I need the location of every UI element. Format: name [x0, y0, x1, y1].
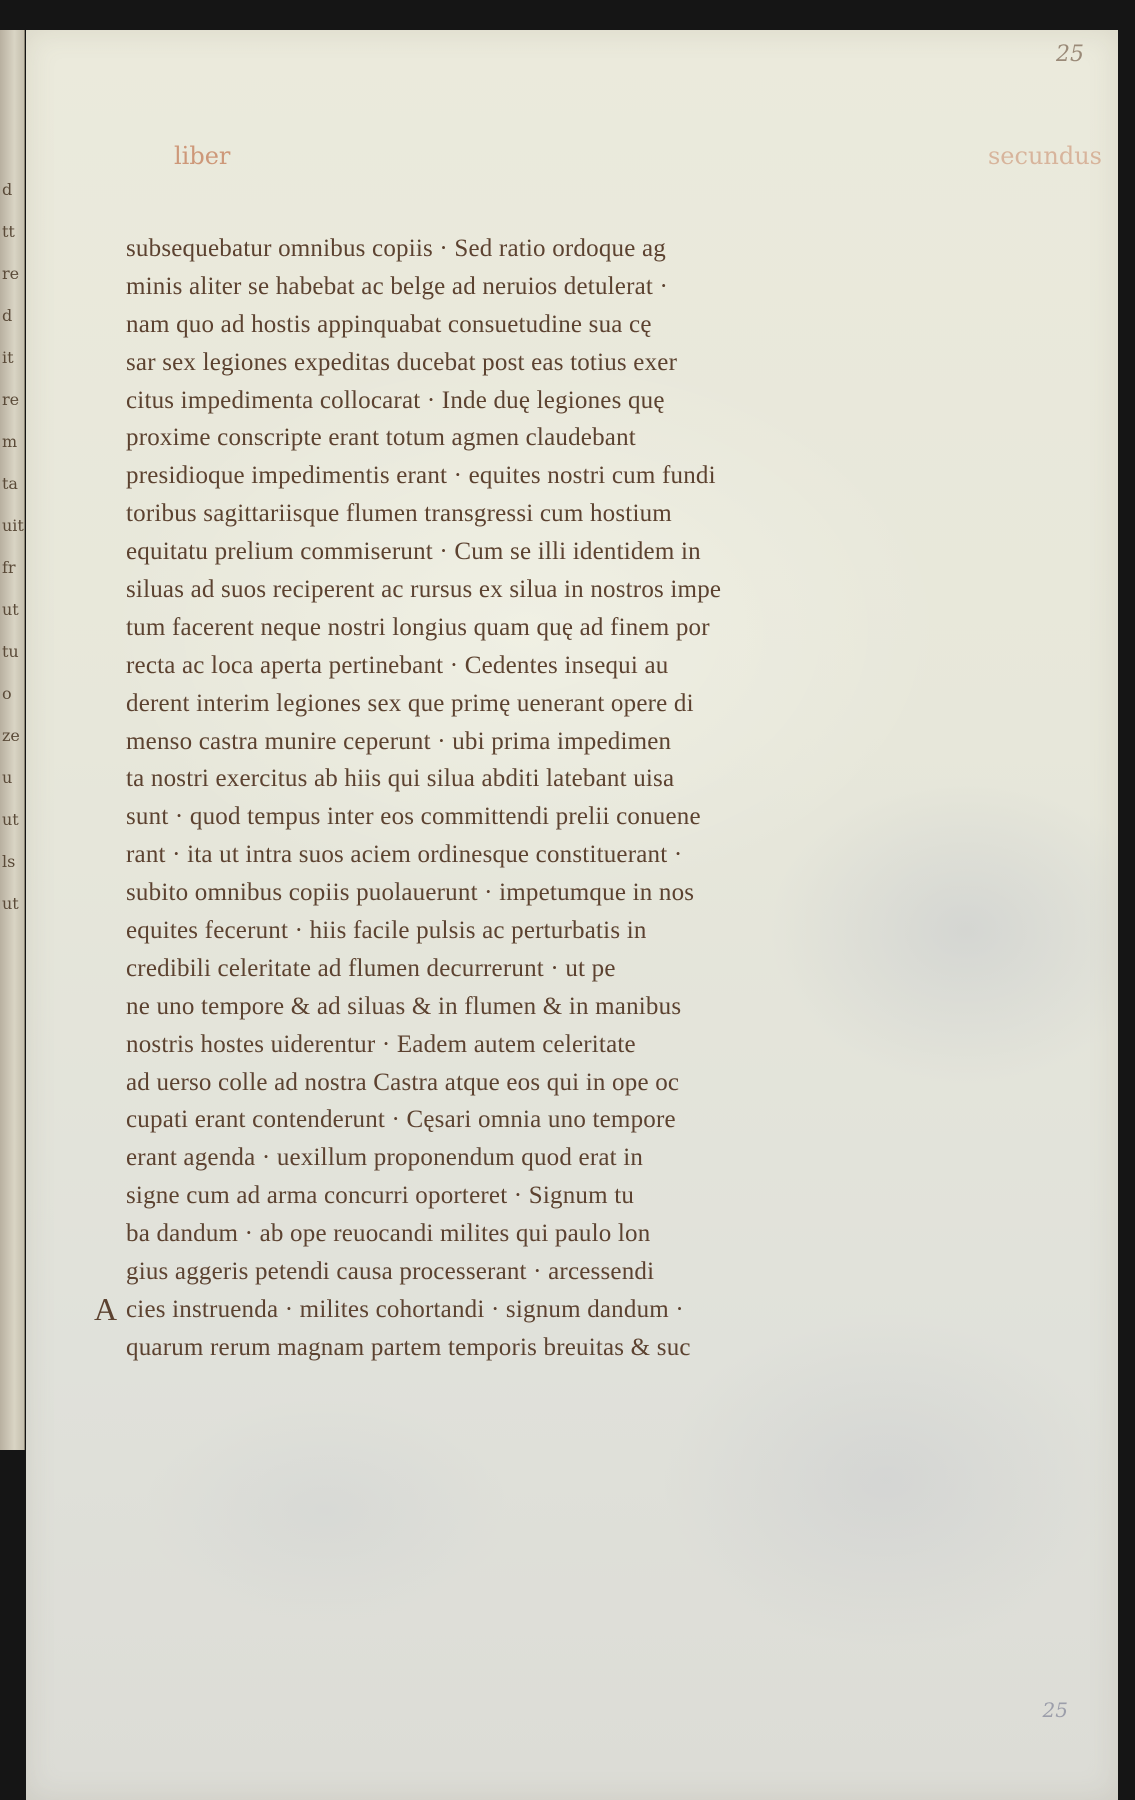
- text-line-content: ne uno tempore & ad siluas & in flumen & in manibus: [126, 992, 682, 1020]
- text-line-content: presidioque impedimentis erant · equites nostri cum fundi: [126, 462, 716, 490]
- text-line: [86, 1329, 866, 1367]
- text-line: [86, 950, 866, 988]
- previous-page-fragment: ze: [2, 726, 20, 745]
- previous-page-fragment: re: [2, 264, 20, 283]
- previous-page-fragment: fr: [2, 558, 16, 577]
- text-line-content: equites fecerunt · hiis facile pulsis ac perturbatis in: [126, 917, 647, 945]
- text-line: [86, 268, 866, 306]
- text-line: [86, 1026, 866, 1064]
- text-line-content: citus impedimenta collocarat · Inde duę legiones quę: [126, 386, 665, 414]
- text-line-content: minis aliter se habebat ac belge ad neruios detulerat ·: [126, 272, 669, 300]
- text-line-content: subito omnibus copiis puolauerunt · impetumque in nos: [126, 879, 695, 907]
- text-line: [86, 912, 866, 950]
- text-line: [86, 533, 866, 571]
- text-line-content: cies instruenda · milites cohortandi · signum dandum ·: [126, 1295, 684, 1323]
- text-line: [86, 382, 866, 420]
- text-line: [86, 874, 866, 912]
- bottom-folio-number: 25: [1042, 1698, 1068, 1722]
- text-line-content: ta nostri exercitus ab hiis qui silua abditi latebant uisa: [126, 765, 675, 793]
- text-line: [86, 685, 866, 723]
- text-line: [86, 723, 866, 761]
- previous-page-fragment: re: [2, 390, 20, 409]
- text-line: [86, 571, 866, 609]
- text-line-content: subsequebatur omnibus copiis · Sed ratio ordoque ag: [126, 235, 666, 262]
- text-line-content: sunt · quod tempus inter eos committendi prelii conuene: [126, 803, 701, 831]
- running-head-right: secundus: [987, 142, 1102, 170]
- previous-page-fragment: ut: [2, 600, 19, 619]
- folio-number: 25: [1056, 42, 1084, 67]
- text-line-content: tum facerent neque nostri longius quam quę ad finem por: [126, 613, 710, 641]
- text-line: [86, 836, 866, 874]
- text-line-content: credibili celeritate ad flumen decurrerunt · ut pe: [126, 954, 616, 982]
- previous-page-fragment: d: [2, 306, 13, 325]
- previous-page-fragment: tt: [2, 222, 15, 241]
- text-line: [86, 1139, 866, 1177]
- text-line-content: proxime conscripte erant totum agmen claudebant: [126, 424, 636, 452]
- text-line-content: ba dandum · ab ope reuocandi milites qui paulo lon: [126, 1220, 651, 1248]
- previous-page-fragment: ls: [2, 852, 16, 871]
- text-line-content: derent interim legiones sex que primę uenerant opere di: [126, 689, 694, 717]
- text-line-content: toribus sagittariisque flumen transgressi cum hostium: [126, 500, 672, 528]
- text-line-content: recta ac loca aperta pertinebant · Cedentes insequi au: [126, 651, 669, 679]
- text-line-content: nam quo ad hostis appinquabat consuetudine sua cę: [126, 310, 652, 338]
- text-line: [86, 457, 866, 495]
- text-line-content: ad uerso colle ad nostra Castra atque eos qui in ope oc: [126, 1068, 680, 1096]
- text-line: [86, 344, 866, 382]
- text-block: [86, 230, 866, 1367]
- previous-page-fragment: it: [2, 348, 14, 367]
- previous-page-fragment: ta: [2, 474, 18, 493]
- previous-page-fragment: m: [2, 432, 18, 451]
- running-head-left: liber: [174, 142, 231, 170]
- previous-page-fragment: tu: [2, 642, 19, 661]
- text-line: [86, 1064, 866, 1102]
- text-line: [86, 988, 866, 1026]
- text-line: [86, 495, 866, 533]
- text-line: [86, 647, 866, 685]
- text-line-content: signe cum ad arma concurri oporteret · Signum tu: [126, 1182, 635, 1210]
- previous-page-fragment: ut: [2, 894, 19, 913]
- text-line: [86, 798, 866, 836]
- text-line: [86, 1291, 866, 1329]
- text-line-content: nostris hostes uiderentur · Eadem autem celeritate: [126, 1030, 636, 1058]
- text-line-content: gius aggeris petendi causa processerant · arcessendi: [126, 1258, 655, 1286]
- previous-page-fragment: o: [2, 684, 12, 703]
- previous-page-fragment: uit: [2, 516, 24, 535]
- text-line: [86, 419, 866, 457]
- previous-page-edge: [0, 30, 25, 1450]
- previous-page-fragment: u: [2, 768, 13, 787]
- text-line: [86, 609, 866, 647]
- text-line: [86, 1253, 866, 1291]
- text-line: [86, 760, 866, 798]
- text-line-content: sar sex legiones expeditas ducebat post eas totius exer: [126, 348, 678, 376]
- text-line: [86, 1101, 866, 1139]
- previous-page-fragment: d: [2, 180, 13, 199]
- text-line-content: quarum rerum magnam partem temporis breuitas & suc: [126, 1333, 691, 1361]
- text-line: [86, 230, 866, 268]
- text-line-content: rant · ita ut intra suos aciem ordinesque constituerant ·: [126, 841, 683, 869]
- initial-letter: A: [94, 1290, 118, 1327]
- text-line-content: menso castra munire ceperunt · ubi prima impedimen: [126, 727, 672, 755]
- text-line-content: cupati erant contenderunt · Cęsari omnia uno tempore: [126, 1106, 676, 1134]
- previous-page-fragment: ut: [2, 810, 19, 829]
- text-line-content: equitatu prelium commiserunt · Cum se illi identidem in: [126, 538, 701, 566]
- text-line: [86, 1177, 866, 1215]
- text-line-content: erant agenda · uexillum proponendum quod erat in: [126, 1144, 644, 1172]
- text-line-content: siluas ad suos reciperent ac rursus ex silua in nostros impe: [126, 576, 722, 604]
- manuscript-page: [26, 30, 1118, 1800]
- text-line: [86, 1215, 866, 1253]
- text-line: [86, 306, 866, 344]
